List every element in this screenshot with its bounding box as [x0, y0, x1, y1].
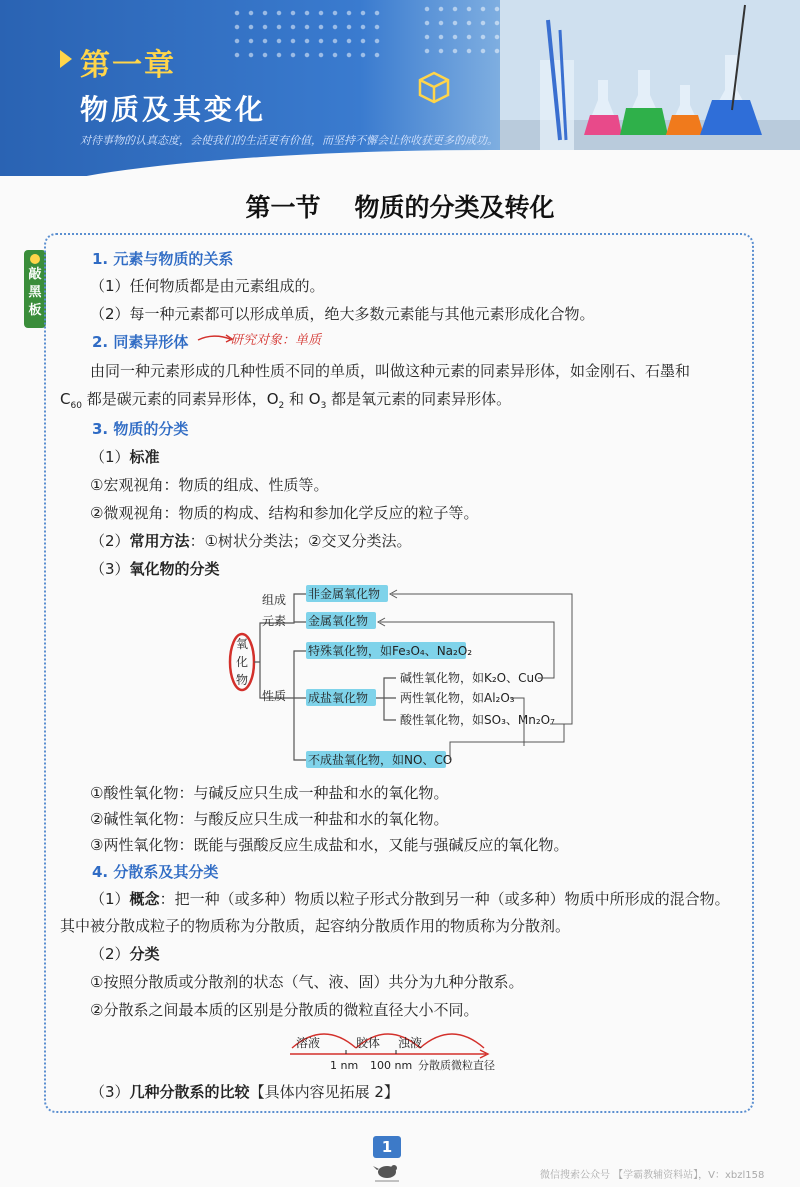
banner-curve — [0, 150, 800, 176]
axis-label: 分散质微粒直径 — [418, 1059, 495, 1072]
root-char: 物 — [236, 673, 249, 687]
lab-glassware-image — [500, 0, 800, 165]
tick-label: 100 nm — [370, 1059, 413, 1072]
colloid-label: 胶体 — [356, 1036, 381, 1050]
branch-label: 组成 — [262, 593, 287, 607]
paragraph: ①宏观视角：物质的组成、性质等。 — [90, 476, 329, 494]
branch-label: 元素 — [262, 614, 287, 628]
paragraph: 其中被分散成粒子的物质称为分散质，起容纳分散质作用的物质称为分散剂。 — [60, 917, 571, 935]
oxide-classification-diagram — [220, 578, 590, 770]
paragraph: （2）常用方法：①树状分类法；②交叉分类法。 — [90, 532, 412, 550]
heading-allotrope: 2. 同素异形体 — [92, 333, 189, 351]
paragraph: （1）概念：把一种（或多种）物质以粒子形式分散到另一种（或多种）物质中所形成的混合物。 — [90, 890, 730, 908]
paragraph: ①按照分散质或分散剂的状态（气、液、固）共分为九种分散系。 — [90, 973, 524, 991]
paragraph: ②分散系之间最本质的区别是分散质的微粒直径大小不同。 — [90, 1001, 479, 1019]
paragraph: 由同一种元素形成的几种性质不同的单质，叫做这种元素的同素异形体，如金刚石、石墨和 — [90, 362, 691, 380]
branch-label: 性质 — [262, 689, 287, 703]
side-tab — [24, 250, 46, 328]
side-tab-char: 敲 — [28, 267, 42, 282]
heading-dispersion: 4. 分散系及其分类 — [92, 863, 219, 881]
chapter-title: 物质及其变化 — [80, 93, 267, 126]
acidic-oxide: 酸性氧化物，如SO₃、Mn₂O₇ — [400, 713, 555, 727]
paragraph: （2）每一种元素都可以形成单质，绝大多数元素能与其他元素形成化合物。 — [90, 305, 595, 323]
cube-icon — [417, 70, 451, 104]
paragraph: ③两性氧化物：既能与强酸反应生成盐和水，又能与强碱反应的氧化物。 — [90, 836, 569, 854]
paragraph: ②碱性氧化物：与酸反应只生成一种盐和水的氧化物。 — [90, 810, 449, 828]
special-oxide: 特殊氧化物，如Fe₃O₄、Na₂O₂ — [308, 644, 473, 658]
footer-watermark: 微信搜索公众号 【学霸教辅资料站】，V：xbzl158 — [540, 1170, 765, 1181]
basic-oxide: 碱性氧化物，如K₂O、CuO — [400, 671, 544, 685]
paragraph: （3）几种分散系的比较【具体内容见拓展 2】 — [90, 1083, 399, 1101]
non-salt-oxide: 不成盐氧化物，如NO、CO — [308, 753, 453, 767]
metal-oxide: 金属氧化物 — [308, 614, 369, 628]
nonmetal-oxide: 非金属氧化物 — [308, 587, 381, 601]
chapter-banner — [0, 0, 800, 176]
suspension-label: 浊液 — [398, 1036, 423, 1050]
decor-dots — [230, 6, 380, 66]
paragraph: （2）分类 — [90, 945, 160, 963]
page-number: 1 — [373, 1136, 401, 1158]
paragraph: $C_{60}$ 都是碳元素的同素异形体，$O_2$ 和 $O_3$ 都是氧元素的同素异形体。 — [60, 390, 512, 411]
paragraph: ②微观视角：物质的构成、结构和参加化学反应的粒子等。 — [90, 504, 479, 522]
paragraph: （1）标准 — [90, 448, 160, 466]
section-title — [0, 188, 800, 224]
handwritten-note: 研究对象：单质 — [230, 333, 322, 348]
side-tab-char: 黑 — [28, 285, 42, 300]
section-name: 物质的分类及转化 — [354, 193, 555, 222]
heading-elements: 1. 元素与物质的关系 — [92, 250, 234, 268]
salt-forming-oxide: 成盐氧化物 — [308, 691, 369, 705]
chapter-subtitle: 对待事物的认真态度，会使我们的生活更有价值，而坚持不懈会让你收获更多的成功。 — [80, 134, 498, 147]
section-number: 第一节 — [245, 193, 321, 222]
chapter-label: 第一章 — [80, 48, 176, 83]
lightbulb-icon — [30, 254, 40, 264]
tick-label: 1 nm — [330, 1059, 359, 1072]
dispersion-scale-diagram — [286, 1022, 526, 1074]
paragraph: ①酸性氧化物：与碱反应只生成一种盐和水的氧化物。 — [90, 784, 449, 802]
play-triangle-icon — [60, 50, 72, 68]
root-char: 化 — [236, 655, 249, 669]
amphoteric-oxide: 两性氧化物，如Al₂O₃ — [400, 691, 515, 705]
heading-classification: 3. 物质的分类 — [92, 420, 189, 438]
bird-logo-icon — [373, 1160, 401, 1184]
paragraph: （1）任何物质都是由元素组成的。 — [90, 277, 325, 295]
solution-label: 溶液 — [296, 1036, 321, 1050]
side-tab-char: 板 — [28, 303, 42, 318]
paragraph: （3）氧化物的分类 — [90, 560, 220, 578]
root-char: 氧 — [236, 637, 249, 651]
